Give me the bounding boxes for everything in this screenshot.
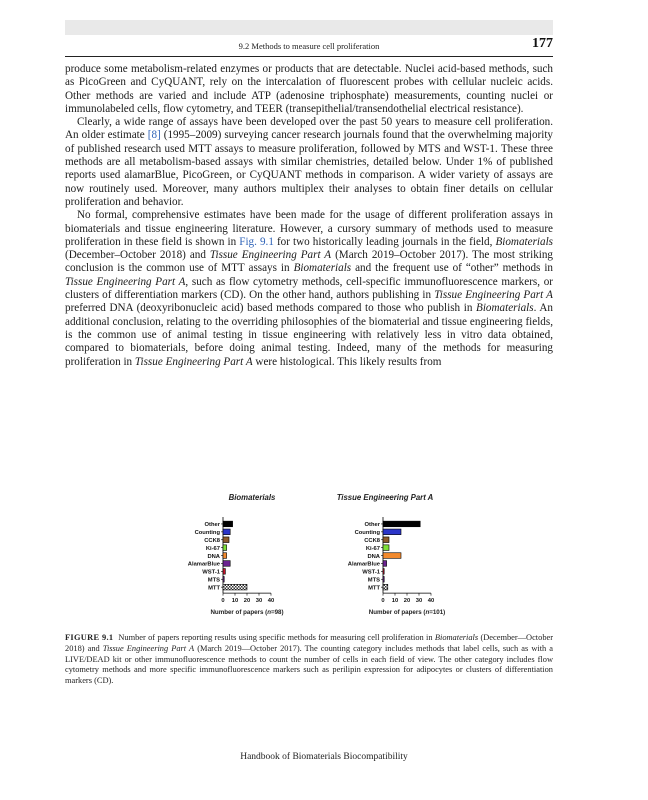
x-tick-label: 10 bbox=[231, 598, 239, 605]
x-tick-label: 30 bbox=[415, 598, 423, 605]
x-tick-label: 0 bbox=[381, 598, 385, 605]
bar-cck8 bbox=[383, 537, 389, 543]
x-tick-label: 20 bbox=[243, 598, 251, 605]
caption-label: FIGURE 9.1 bbox=[65, 633, 114, 642]
text-span: (December–October 2018) and bbox=[65, 249, 210, 262]
bar-mtt bbox=[383, 584, 388, 590]
category-label: WST-1 bbox=[202, 569, 220, 576]
bar-counting bbox=[223, 529, 230, 535]
text-span: for two historically leading journals in the field, bbox=[273, 235, 496, 248]
running-title: 9.2 Methods to measure cell proliferation bbox=[238, 41, 380, 51]
running-head bbox=[65, 38, 553, 57]
caption-text: Number of papers reporting results using specific methods for measuring cell proliferation in bbox=[118, 633, 435, 642]
text-span: No formal, comprehensive estimates have been made for the usage of different proliferation assays in biomaterials and tissue engineering literature. However, a cursory summary of methods used to measure proliferation in these field is shown in bbox=[65, 209, 553, 248]
category-label: CCK8 bbox=[364, 537, 380, 544]
figure-chart-svg bbox=[160, 490, 480, 625]
journal-name: Biomaterials bbox=[495, 235, 553, 248]
bar-ki-67 bbox=[383, 545, 389, 551]
paragraph-1: produce some metabolism-related enzymes or products that are detectable. Nuclei acid-based methods, such as PicoGreen and CyQUANT, rely on the intercalation of fluorescent probes with cellular nucleic acids. Other methods are varied and include ATP (adenosine triphosphate) measurements, counting nuclei or immunolabeled cells, flow cytometry, and TEER (transepithelial/transendothelial electrical resistance). bbox=[65, 63, 553, 115]
x-axis-label-part: Number of papers ( bbox=[368, 609, 426, 617]
bar-mts bbox=[223, 576, 224, 582]
x-axis-label-part: =101) bbox=[429, 609, 446, 617]
category-label: Other bbox=[364, 522, 380, 529]
x-tick-label: 10 bbox=[391, 598, 399, 605]
bar-cck8 bbox=[223, 537, 229, 543]
category-label: MTS bbox=[367, 577, 380, 584]
page-number: 177 bbox=[532, 36, 553, 51]
caption-journal: Biomaterials bbox=[434, 633, 479, 642]
journal-name: Tissue Engineering Part A bbox=[134, 355, 253, 368]
x-tick-label: 30 bbox=[255, 598, 263, 605]
text-span: (1995–2009) surveying cancer research journals found that the overwhelming majority of published research used MTT assays to measure proliferation, followed by MTS and WST-1. These three methods are all metabolism-based assays with similar chemistries, detailed below. Under 1% of published reports used alamarBlue, PicoGreen, or CyQUANT methods in comparison. A wider variety of assays are now routinely used. Moreover, many authors multiplex their analyses to obtain finer details on cellular proliferation and behavior. bbox=[65, 129, 554, 208]
category-label: Counting bbox=[354, 530, 380, 537]
text-span: , such as flow cytometry methods, cell-specific immunofluorescence markers, or clusters of differentiation markers (CD). On the other hand, authors publishing in bbox=[65, 275, 553, 302]
category-label: Other bbox=[204, 522, 220, 529]
figure-caption bbox=[65, 633, 553, 687]
journal-name: Biomaterials bbox=[293, 262, 352, 275]
figure-link[interactable]: Fig. 9.1 bbox=[239, 235, 274, 248]
category-label: Ki-67 bbox=[365, 545, 380, 552]
x-tick-label: 40 bbox=[427, 598, 435, 605]
x-tick-label: 0 bbox=[221, 598, 225, 605]
bar-mts bbox=[383, 576, 384, 582]
bar-counting bbox=[383, 529, 401, 535]
bar-other bbox=[223, 521, 233, 527]
x-axis-label-part: Number of papers ( bbox=[210, 609, 268, 617]
category-label: DNA bbox=[207, 553, 220, 560]
bar-alamarblue bbox=[223, 561, 230, 567]
text-span: and the frequent use of “other” methods in bbox=[351, 262, 553, 275]
bar-ki-67 bbox=[223, 545, 227, 551]
bar-dna bbox=[383, 553, 401, 559]
text-span: . An additional conclusion, relating to the overriding philosophies of the biomaterial and tissue engineering fields, is the common use of animal testing in tissue engineering with relatively less in vitro data obtained, compared to biomaterials, before doing animal testing. Indeed, many of the methods for measuring proliferation in bbox=[65, 302, 553, 368]
category-label: WST-1 bbox=[362, 569, 380, 576]
x-tick-label: 40 bbox=[267, 598, 275, 605]
paragraph-3 bbox=[65, 209, 553, 369]
bar-wst-1 bbox=[383, 569, 384, 575]
text-span: (March 2019–October 2017). The most striking conclusion is the common use of MTT assays in bbox=[65, 249, 553, 275]
bar-mtt bbox=[223, 584, 247, 590]
text-span: were histological. This likely results from bbox=[252, 355, 442, 368]
x-axis-label bbox=[210, 609, 283, 616]
journal-name: Biomaterials bbox=[476, 302, 534, 315]
paragraph-2 bbox=[65, 116, 553, 209]
category-label: AlamarBlue bbox=[347, 561, 380, 568]
journal-name: Tissue Engineering Part A bbox=[434, 289, 553, 302]
header-bar bbox=[65, 20, 553, 35]
x-axis-label-part: =98) bbox=[270, 609, 284, 617]
chart-title: Tissue Engineering Part A bbox=[336, 493, 434, 502]
bar-wst-1 bbox=[223, 569, 225, 575]
caption-text: (March 2019—October 2017). The counting category includes methods that label cells, such as with a LIVE/DEAD kit or other immunofluorescence methods to count the number of cells in each field of view. The other category includes flow cytometry methods and more specific immunofluorescence markers such as perilipin expression for adipocytes or clusters of differentiation markers (CD). bbox=[65, 643, 553, 686]
category-label: DNA bbox=[367, 553, 380, 560]
category-label: CCK8 bbox=[204, 537, 220, 544]
x-tick-label: 20 bbox=[403, 598, 411, 605]
text-span: Clearly, a wide range of assays have been developed over the past 50 years to measure cell proliferation. An older estimate bbox=[65, 116, 553, 142]
text-span: preferred DNA (deoxyribonucleic acid) based methods compared to those who publish in bbox=[65, 302, 477, 315]
bar-alamarblue bbox=[383, 561, 387, 567]
category-label: MTT bbox=[208, 585, 220, 592]
x-axis-label bbox=[369, 609, 446, 616]
journal-name: Tissue Engineering Part A bbox=[209, 249, 332, 262]
page-footer: Handbook of Biomaterials Biocompatibility bbox=[240, 752, 408, 762]
caption-text: (December—October 2018) and bbox=[65, 633, 554, 653]
body-text bbox=[65, 63, 553, 369]
citation-link[interactable]: [8] bbox=[147, 129, 161, 142]
category-label: MTS bbox=[207, 577, 220, 584]
journal-name: Tissue Engineering Part A bbox=[65, 275, 186, 288]
bar-other bbox=[383, 521, 420, 527]
category-label: Ki-67 bbox=[205, 545, 220, 552]
figure-9-1 bbox=[160, 490, 480, 625]
caption-journal: Tissue Engineering Part A bbox=[102, 643, 195, 653]
x-axis-label-part: n bbox=[425, 609, 430, 617]
category-label: Counting bbox=[194, 530, 220, 537]
chart-title: Biomaterials bbox=[228, 493, 276, 502]
category-label: MTT bbox=[368, 585, 380, 592]
category-label: AlamarBlue bbox=[187, 561, 220, 568]
bar-dna bbox=[223, 553, 227, 559]
x-axis-label-part: n bbox=[267, 609, 271, 617]
